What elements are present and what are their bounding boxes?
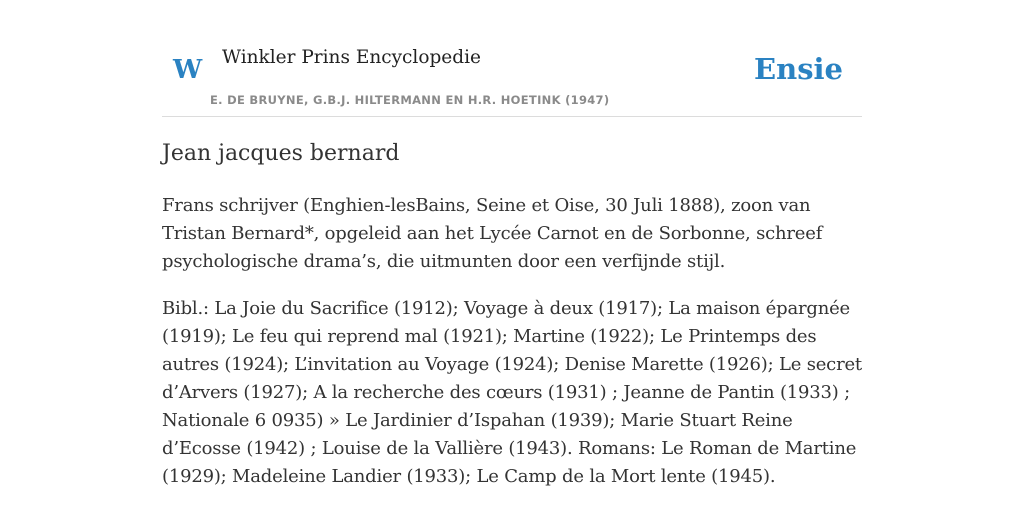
source-logo-icon[interactable]: W <box>173 55 203 85</box>
article <box>162 138 862 491</box>
article-paragraph-description: Frans schrijver (Enghien-lesBains, Seine et Oise, 30 Juli 1888), zoon van Tristan Bernard*, opgeleid aan het Lycée Carnot en de Sorbonne, schreef psychologische drama’s, die uitmunten door een verfijnde stijl. <box>162 195 823 272</box>
article-title: Jean jacques bernard <box>162 141 400 166</box>
header <box>162 0 862 117</box>
article-paragraph-bibliography: Bibl.: La Joie du Sacrifice (1912); Voyage à deux (1917); La maison épargnée (1919); Le feu qui reprend mal (1921); Martine (1922); Le Printemps des autres (1924); L’invitation au Voyage (1924); Denise Marette (1926); Le secret d’Arvers (1927); A la recherche des cœurs (1931) ; Jeanne de Pantin (1933) ; Nationale 6 0935) » Le Jardinier d’Ispahan (1939); Marie Stuart Reine d’Ecosse (1942) ; Louise de la Vallière (1943). Romans: Le Roman de Martine (1929); Madeleine Landier (1933); Le Camp de la Mort lente (1945). <box>162 298 862 487</box>
brand-logo[interactable]: Ensie <box>754 52 843 86</box>
source-authors: E. DE BRUYNE, G.B.J. HILTERMANN EN H.R. HOETINK (1947) <box>210 93 610 107</box>
source-title[interactable]: Winkler Prins Encyclopedie <box>222 47 481 68</box>
